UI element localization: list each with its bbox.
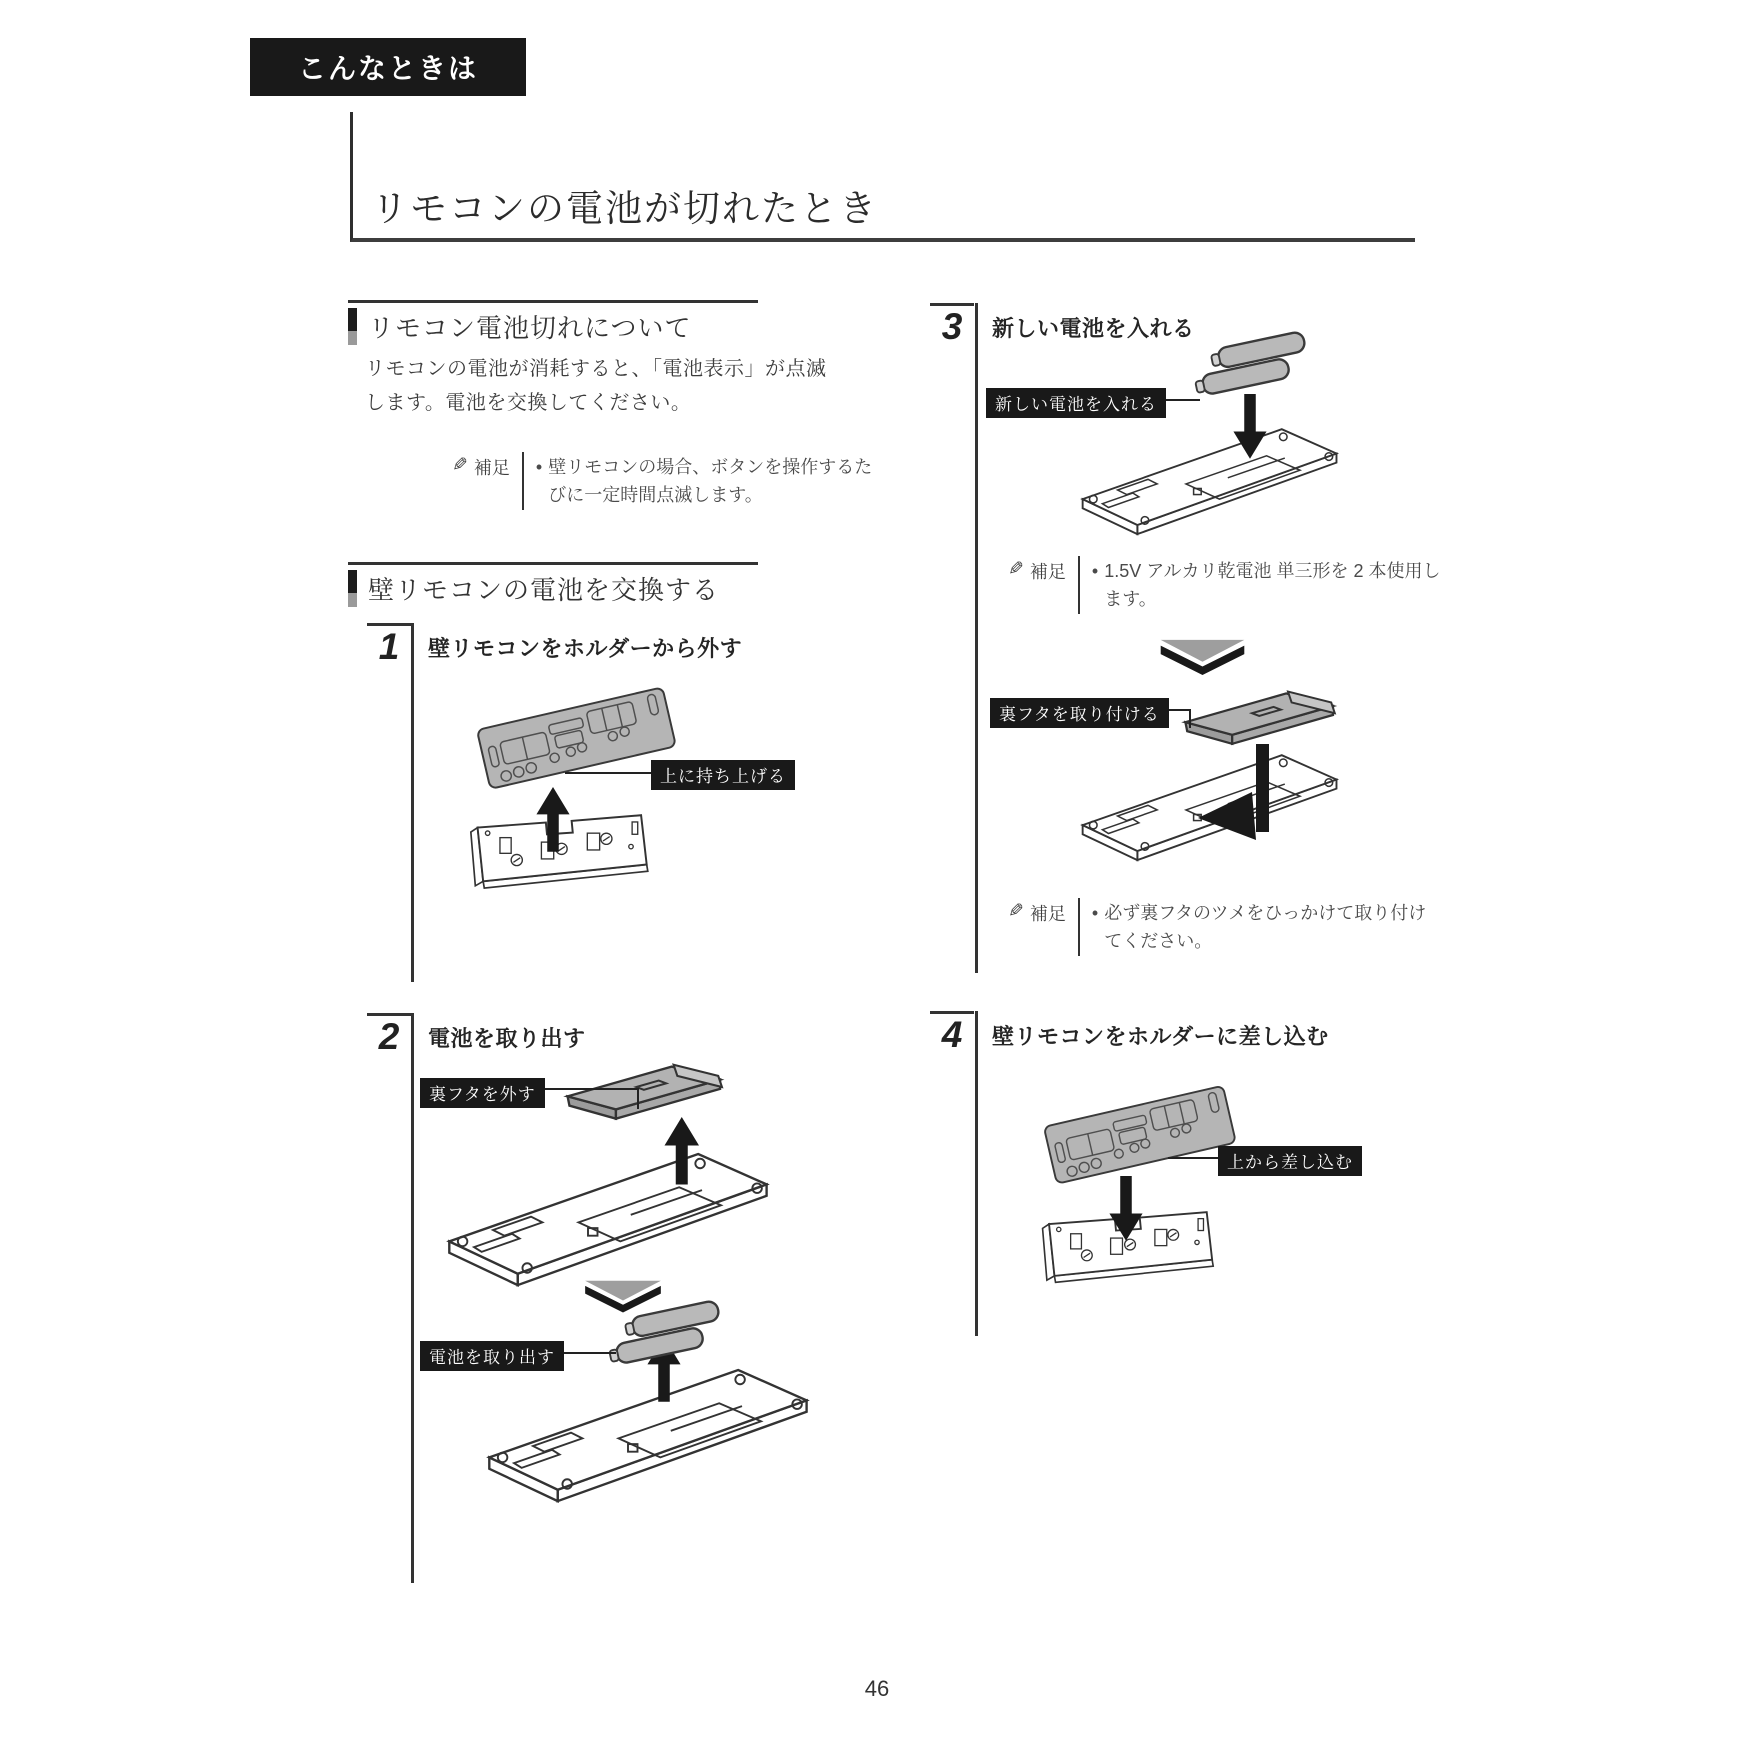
note-bullet: • [1091,561,1099,581]
callout-remove-battery: 電池を取り出す [420,1341,564,1371]
step4-title: 壁リモコンをホルダーに差し込む [992,1024,1329,1049]
note-head [1008,898,1066,956]
pencil-icon: ✎ [1008,559,1024,580]
note-head [452,452,510,510]
section-heading-bar [348,570,357,607]
remote-back [489,1370,806,1501]
arrow-shaft [1256,744,1269,832]
chevron-down-icon [585,1281,661,1313]
note-bullet: • [1091,903,1099,923]
note-battery-low [452,452,878,510]
section-battery-low-heading [348,300,758,345]
remote-back [1083,429,1337,534]
section-heading-text: 壁リモコンの電池を交換する [368,575,720,605]
step4-illustration [1000,1058,1395,1343]
section-heading-bar [348,308,357,345]
step1-rule [411,623,414,982]
step3-insert-illustration [960,330,1390,560]
wall-holder [471,815,648,888]
step1-number: 1 [378,626,400,667]
step2-number-box [367,1013,411,1059]
note-label: 補足 [473,458,510,478]
step2-rule [411,1013,414,1583]
chevron-down-icon [1155,638,1255,678]
note-label: 補足 [1029,904,1066,924]
step4-number: 4 [941,1014,963,1055]
note-label: 補足 [1029,562,1066,582]
step2-illustration [420,1053,820,1588]
step3-cover-illustration [960,688,1390,903]
step3-insert-drawing [960,330,1390,560]
page-tab-label: こんなときは [297,53,478,84]
pencil-icon: ✎ [452,455,468,476]
wall-remote [1044,1086,1236,1184]
note-cover-tab [1008,898,1434,956]
section-body-text: リモコンの電池が消耗すると、「電池表示」が点滅します。電池を交換してください。 [365,358,827,415]
note-head [1008,556,1066,614]
step2-title: 電池を取り出す [428,1026,586,1051]
remote-back [449,1154,766,1285]
step4-drawing [1000,1058,1395,1343]
batteries [1190,331,1311,397]
callout-insert-battery: 新しい電池を入れる [986,388,1166,418]
step1-number-box [367,623,411,669]
section-heading-text: リモコン電池切れについて [368,313,692,343]
step2-number: 2 [378,1016,400,1057]
step4-number-box [930,1011,974,1057]
note-bullet: • [535,457,543,477]
back-cover [568,1065,722,1119]
page-tab [250,38,526,96]
note-divider [1078,556,1080,614]
note-text: 1.5V アルカリ乾電池 単三形を 2 本使用します。 [1104,561,1441,609]
note-text: 壁リモコンの場合、ボタンを操作するたびに一定時間点滅します。 [548,457,873,505]
note-battery-type [1008,556,1454,614]
title-block [350,112,1415,242]
callout-remove-cover: 裏フタを外す [420,1078,545,1108]
callout-lift-up: 上に持ち上げる [651,760,795,790]
step3-title: 新しい電池を入れる [992,316,1195,341]
step1-drawing [425,665,820,940]
back-cover [1185,692,1334,744]
section-replace-heading [348,562,758,607]
note-divider [522,452,524,510]
step4-rule [975,1011,978,1336]
step1-title: 壁リモコンをホルダーから外す [428,636,743,661]
step1-illustration [425,665,820,940]
callout-attach-cover: 裏フタを取り付ける [990,698,1169,728]
page-number: 46 [864,1676,890,1701]
note-divider [1078,898,1080,956]
pencil-icon: ✎ [1008,901,1024,922]
remote-back [1083,755,1337,860]
page-title: リモコンの電池が切れたとき [371,188,878,229]
step2-drawing [420,1053,820,1588]
step3-number: 3 [941,306,963,347]
note-text: 必ず裏フタのツメをひっかけて取り付けてください。 [1104,903,1427,951]
callout-insert-from-top: 上から差し込む [1218,1146,1362,1176]
